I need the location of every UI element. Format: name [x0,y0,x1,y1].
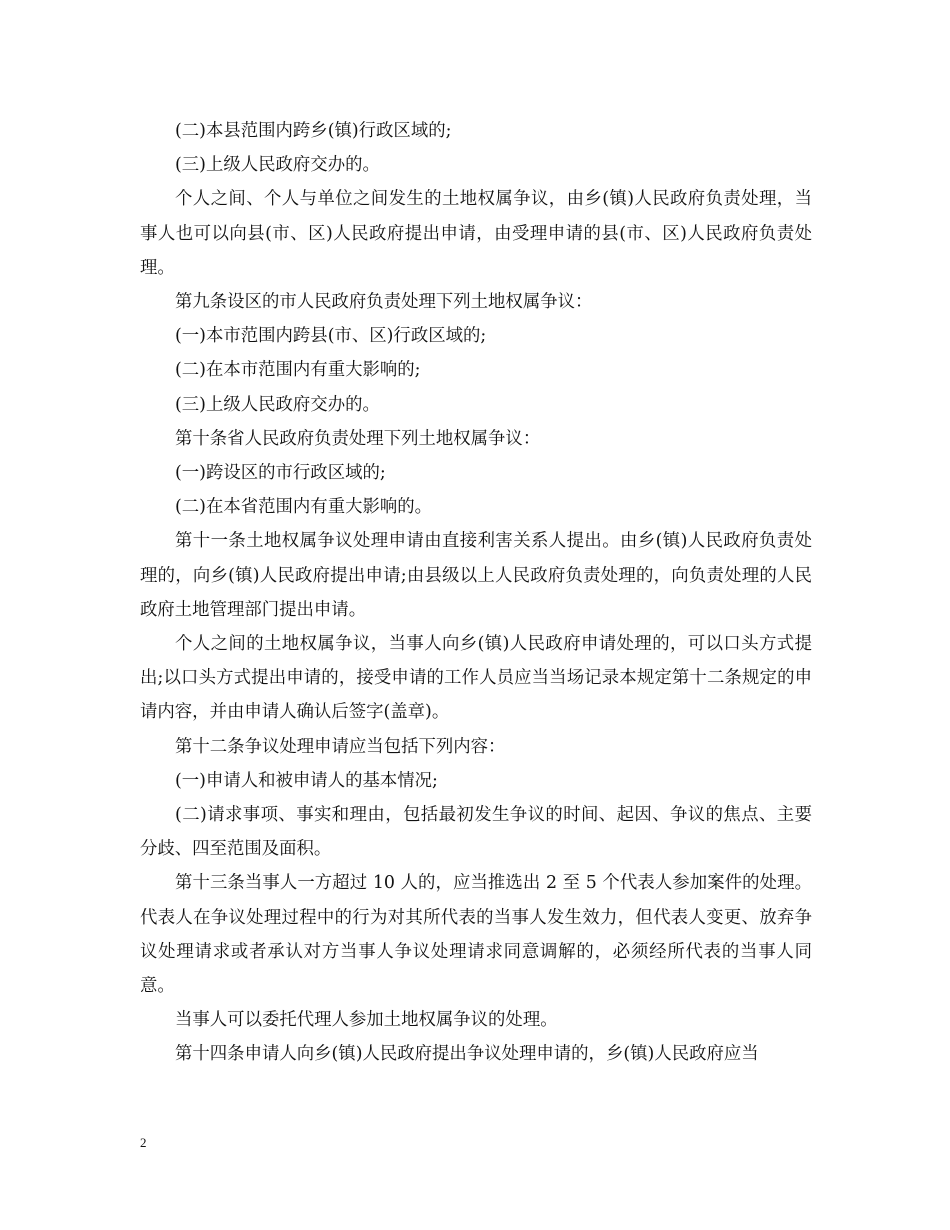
paragraph: 第九条设区的市人民政府负责处理下列土地权属争议： [175,292,593,313]
paragraph: 第十四条申请人向乡(镇)人民政府提出争议处理申请的，乡(镇)人民政府应当 [175,1044,759,1065]
paragraph: (二)请求事项、事实和理由，包括最初发生争议的时间、起因、争议的焦点、主要分歧、四至范围及面积。 [140,805,812,860]
page-number: 2 [140,1135,147,1150]
paragraph: (一)跨设区的市行政区域的; [175,463,386,484]
paragraph: 个人之间、个人与单位之间发生的土地权属争议，由乡(镇)人民政府负责处理，当事人也可以向县(市、区)人民政府提出申请，由受理申请的县(市、区)人民政府负责处理。 [140,189,812,278]
paragraph: (二)在本省范围内有重大影响的。 [175,497,433,518]
paragraph: 个人之间的土地权属争议，当事人向乡(镇)人民政府申请处理的，可以口头方式提出;以口头方式提出申请的，接受申请的工作人员应当当场记录本规定第十二条规定的申请内容，并由申请人确认后签字(盖章)。 [140,634,812,723]
paragraph: (一)申请人和被申请人的基本情况; [175,770,438,791]
paragraph: 当事人可以委托代理人参加土地权属争议的处理。 [175,1010,558,1031]
paragraph: 第十三条当事人一方超过 10 人的，应当推选出 2 至 5 个代表人参加案件的处理。代表人在争议处理过程中的行为对其所代表的当事人发生效力，但代表人变更、放弃争议处理请求或者承认对方当事人争议处理请求同意调解的，必须经所代表的当事人同意。 [140,873,812,997]
paragraph: 第十条省人民政府负责处理下列土地权属争议： [175,428,541,449]
paragraph: 第十一条土地权属争议处理申请由直接利害关系人提出。由乡(镇)人民政府负责处理的，向乡(镇)人民政府提出申请;由县级以上人民政府负责处理的，向负责处理的人民政府土地管理部门提出申请。 [140,531,812,620]
paragraph: (三)上级人民政府交办的。 [175,394,380,415]
paragraph: (一)本市范围内跨县(市、区)行政区域的; [175,326,487,347]
document-body [140,114,812,1072]
paragraph: (二)在本市范围内有重大影响的; [175,360,421,381]
paragraph: (二)本县范围内跨乡(镇)行政区域的; [175,121,452,141]
paragraph: 第十二条争议处理申请应当包括下列内容： [175,736,506,757]
paragraph: (三)上级人民政府交办的。 [175,155,380,176]
